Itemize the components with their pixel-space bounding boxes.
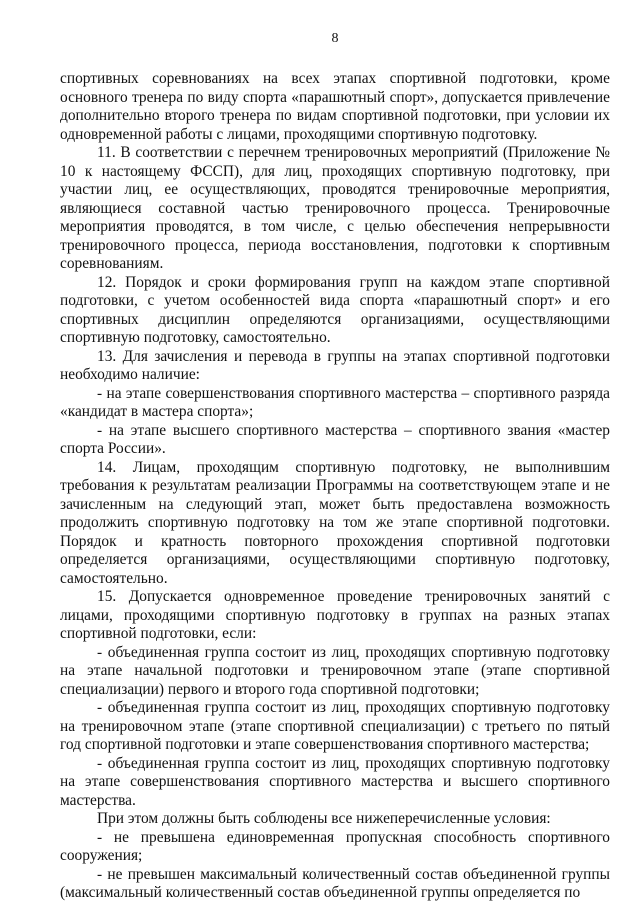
paragraph-11: 11. В соответствии с перечнем тренировочных мероприятий (Приложение № 10 к настоящему ФССП), для лиц, проходящих спортивную подготовку, при участии лиц, ее осуществляющих, проводятся тренировочные мероприятия, являющиеся составной частью тренировочного процесса. Тренировочные мероприятия проводятся, в том числе, с целью обеспечения непрерывности тренировочного процесса, периода восстановления, подготовки к спортивным соревнованиям. [60, 144, 610, 272]
list-item-ssm-requirement: - на этапе совершенствования спортивного мастерства – спортивного разряда «кандидат в мастера спорта»; [60, 384, 610, 420]
page-number: 8 [331, 31, 339, 46]
conditions-intro: При этом должны быть соблюдены все нижеперечисленные условия: [97, 810, 551, 827]
list-item-condition-group-size: - не превышен максимальный количественный состав объединенной группы (максимальный количественный состав объединенной группы определяется по [60, 865, 610, 901]
list-item-condition-capacity: - не превышена единовременная пропускная способность спортивного сооружения; [60, 828, 610, 864]
list-item-combined-group-3: - объединенная группа состоит из лиц, проходящих спортивную подготовку на этапе совершенствования спортивного мастерства и высшего спортивного мастерства. [60, 754, 610, 809]
document-page [60, 30, 610, 903]
paragraph-12: 12. Порядок и сроки формирования групп на каждом этапе спортивной подготовки, с учетом особенностей вида спорта «парашютный спорт» и его спортивных дисциплин определяются организациями, осуществляющими спортивную подготовку, самостоятельно. [60, 273, 610, 346]
paragraph-13: 13. Для зачисления и перевода в группы на этапах спортивной подготовки необходимо наличие: [60, 347, 610, 383]
list-item-vsm-requirement: - на этапе высшего спортивного мастерства – спортивного звания «мастер спорта России». [60, 421, 610, 457]
paragraph-continuation: спортивных соревнованиях на всех этапах спортивной подготовки, кроме основного тренера по виду спорта «парашютный спорт», допускается привлечение дополнительно второго тренера по видам спортивной подготовки, при условии их одновременной работы с лицами, проходящими спортивную подготовку. [60, 70, 610, 143]
list-item-combined-group-2: - объединенная группа состоит из лиц, проходящих спортивную подготовку на тренировочном этапе (этапе спортивной специализации) с третьего по пятый год спортивной подготовки и этапе совершенствования спортивного мастерства; [60, 699, 610, 753]
paragraph-14: 14. Лицам, проходящим спортивную подготовку, не выполнившим требования к результатам реализации Программы на соответствующем этапе и не зачисленным на следующий этап, может быть предоставлена возможность продолжить спортивную подготовку на том же этапе спортивной подготовки. Порядок и кратность повторного прохождения спортивной подготовки определяется организациями, осуществляющими спортивную подготовку, самостоятельно. [60, 458, 610, 587]
list-item-combined-group-1: - объединенная группа состоит из лиц, проходящих спортивную подготовку на этапе начальной подготовки и тренировочном этапе (этапе спортивной специализации) первого и второго года спортивной подготовки; [60, 643, 610, 698]
paragraph-15: 15. Допускается одновременное проведение тренировочных занятий с лицами, проходящими спортивную подготовку в группах на разных этапах спортивной подготовки, если: [60, 588, 610, 642]
